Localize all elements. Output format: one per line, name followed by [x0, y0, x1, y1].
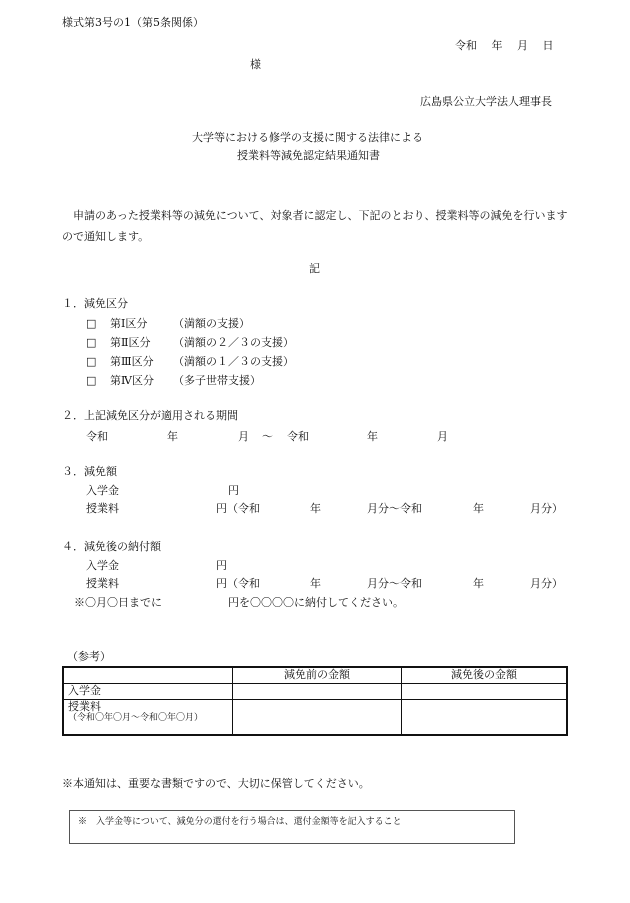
- tuition-month-reiwa: 月分～令和: [367, 577, 422, 590]
- tuition-label: 授業料: [86, 577, 119, 590]
- row-admission-fee: 入学金: [63, 683, 233, 699]
- tuition-year: 年: [310, 502, 321, 515]
- category-label: 第Ⅱ区分: [110, 336, 151, 349]
- tuition-yen-reiwa: 円（令和: [216, 577, 260, 590]
- tuition-yen-reiwa: 円（令和: [216, 502, 260, 515]
- section-4-heading: ４．減免後の納付額: [62, 540, 161, 553]
- section-2-heading: ２．上記減免区分が適用される期間: [62, 409, 238, 422]
- checkbox[interactable]: □: [86, 317, 97, 330]
- category-note: （満額の１／３の支援）: [173, 355, 294, 368]
- cell-admission-before[interactable]: [233, 683, 402, 699]
- reference-corner-cell: [63, 667, 233, 683]
- checkbox[interactable]: □: [86, 374, 97, 387]
- column-after: 減免後の金額: [402, 667, 568, 683]
- period-year-end: 年: [367, 430, 378, 443]
- admission-fee-label: 入学金: [86, 559, 119, 572]
- category-label: 第Ⅲ区分: [110, 355, 154, 368]
- sender-name: 広島県公立大学法人理事長: [420, 95, 552, 108]
- footer-note-text: ※ 入学金等について、減免分の還付を行う場合は、還付金額等を記入すること: [78, 817, 402, 827]
- category-note: （満額の２／３の支援）: [173, 336, 294, 349]
- reference-table: [62, 666, 568, 736]
- tuition-year-end: 年: [473, 577, 484, 590]
- section-1-heading: １．減免区分: [62, 297, 128, 310]
- tuition-year: 年: [310, 577, 321, 590]
- cell-admission-after[interactable]: [402, 683, 568, 699]
- category-note: （満額の支援）: [173, 317, 250, 330]
- row-tuition: [63, 699, 233, 735]
- tuition-year-end: 年: [473, 502, 484, 515]
- row-tuition-period: （令和〇年〇月～令和〇年〇月）: [68, 712, 204, 723]
- period-tilde: ～: [262, 430, 273, 443]
- tuition-month-end: 月分）: [530, 502, 563, 515]
- period-month-end: 月: [437, 430, 448, 443]
- payment-deadline-suffix: 円を〇〇〇〇に納付してください。: [228, 596, 404, 609]
- section-3-heading: ３．減免額: [62, 465, 117, 478]
- cell-tuition-after[interactable]: [402, 699, 568, 735]
- column-before: 減免前の金額: [233, 667, 402, 683]
- period-month-start: 月: [238, 430, 249, 443]
- important-note: ※本通知は、重要な書類ですので、大切に保管してください。: [62, 777, 370, 790]
- category-label: 第Ⅳ区分: [110, 374, 154, 387]
- form-number: 様式第3号の1（第5条関係）: [62, 16, 204, 29]
- checkbox[interactable]: □: [86, 355, 97, 368]
- category-label: 第Ⅰ区分: [110, 317, 148, 330]
- title-line-1: 大学等における修学の支援に関する法律による: [192, 131, 423, 144]
- period-reiwa-start: 令和: [86, 430, 108, 443]
- admission-fee-yen: 円: [228, 484, 239, 497]
- date-line: 令和 年 月 日: [455, 39, 554, 52]
- tuition-month-end: 月分）: [530, 577, 563, 590]
- ki-label: 記: [309, 262, 320, 275]
- title-line-2: 授業料等減免認定結果通知書: [237, 149, 380, 162]
- tuition-label: 授業料: [86, 502, 119, 515]
- tuition-month-reiwa: 月分～令和: [367, 502, 422, 515]
- admission-fee-yen: 円: [216, 559, 227, 572]
- category-note: （多子世帯支援）: [173, 374, 261, 387]
- cell-tuition-before[interactable]: [233, 699, 402, 735]
- reference-label: （参考）: [67, 650, 111, 663]
- footer-note-box: [69, 810, 515, 844]
- recipient-suffix: 様: [250, 58, 261, 71]
- period-reiwa-end: 令和: [287, 430, 309, 443]
- body-paragraph: 申請のあった授業料等の減免について、対象者に認定し、下記のとおり、授業料等の減免を行いますので通知します。: [62, 209, 568, 243]
- admission-fee-label: 入学金: [86, 484, 119, 497]
- checkbox[interactable]: □: [86, 336, 97, 349]
- period-year-start: 年: [167, 430, 178, 443]
- row-tuition-label: 授業料: [68, 699, 101, 713]
- payment-deadline-prefix: ※〇月〇日までに: [74, 596, 162, 609]
